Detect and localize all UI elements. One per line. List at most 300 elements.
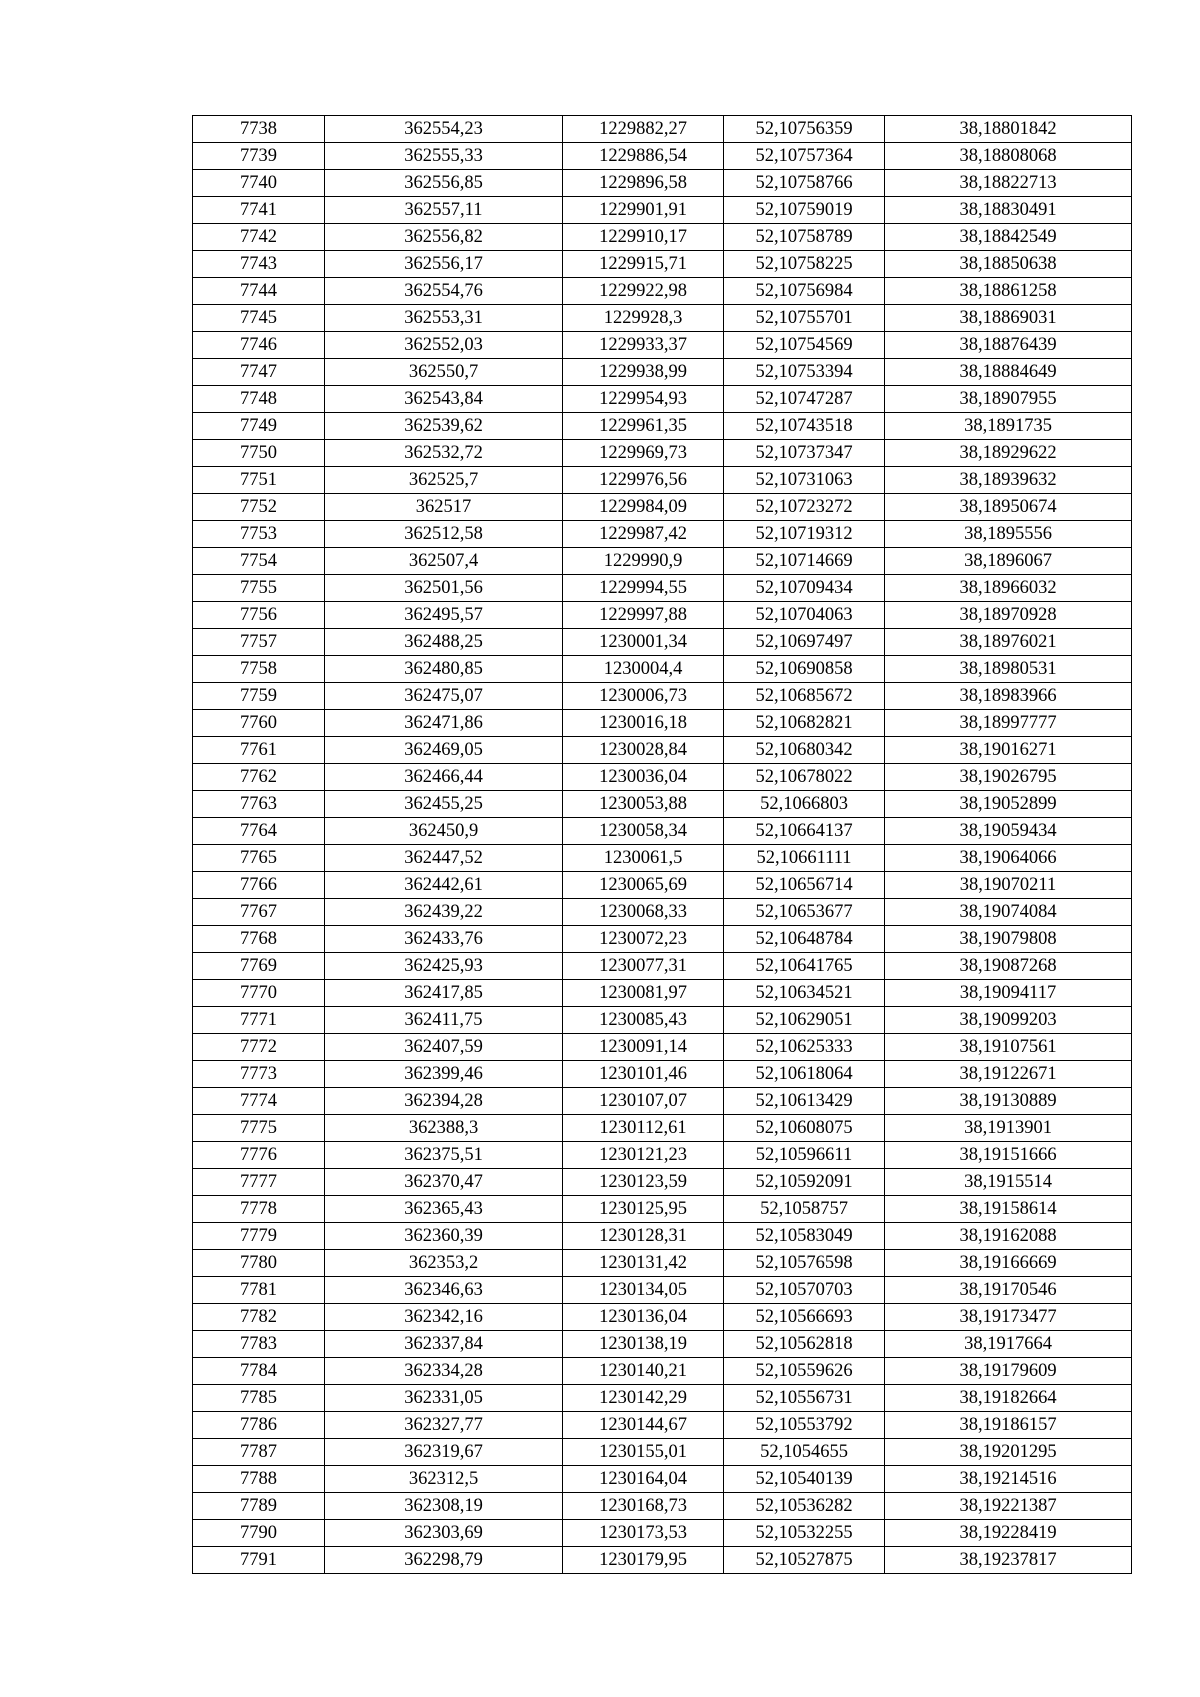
y-coordinate-cell: 1229901,91 xyxy=(563,197,724,224)
table-row xyxy=(193,1439,1132,1466)
latitude-cell: 52,1066803 xyxy=(724,791,885,818)
x-coordinate-cell: 362488,25 xyxy=(325,629,563,656)
table-row xyxy=(193,1196,1132,1223)
longitude-cell: 38,19158614 xyxy=(885,1196,1132,1223)
table-row xyxy=(193,656,1132,683)
x-coordinate-cell: 362480,85 xyxy=(325,656,563,683)
y-coordinate-cell: 1230072,23 xyxy=(563,926,724,953)
longitude-cell: 38,19173477 xyxy=(885,1304,1132,1331)
x-coordinate-cell: 362501,56 xyxy=(325,575,563,602)
table-row xyxy=(193,1088,1132,1115)
table-row xyxy=(193,440,1132,467)
latitude-cell: 52,10576598 xyxy=(724,1250,885,1277)
point-number-cell: 7764 xyxy=(193,818,325,845)
table-row xyxy=(193,926,1132,953)
table-row xyxy=(193,1331,1132,1358)
point-number-cell: 7773 xyxy=(193,1061,325,1088)
longitude-cell: 38,19179609 xyxy=(885,1358,1132,1385)
y-coordinate-cell: 1230081,97 xyxy=(563,980,724,1007)
longitude-cell: 38,18842549 xyxy=(885,224,1132,251)
longitude-cell: 38,19186157 xyxy=(885,1412,1132,1439)
table-row xyxy=(193,305,1132,332)
y-coordinate-cell: 1230125,95 xyxy=(563,1196,724,1223)
latitude-cell: 52,10678022 xyxy=(724,764,885,791)
x-coordinate-cell: 362557,11 xyxy=(325,197,563,224)
point-number-cell: 7746 xyxy=(193,332,325,359)
table-row xyxy=(193,1385,1132,1412)
table-row xyxy=(193,170,1132,197)
longitude-cell: 38,18830491 xyxy=(885,197,1132,224)
latitude-cell: 52,10680342 xyxy=(724,737,885,764)
point-number-cell: 7753 xyxy=(193,521,325,548)
latitude-cell: 52,10596611 xyxy=(724,1142,885,1169)
y-coordinate-cell: 1230134,05 xyxy=(563,1277,724,1304)
longitude-cell: 38,18929622 xyxy=(885,440,1132,467)
x-coordinate-cell: 362298,79 xyxy=(325,1547,563,1574)
table-row xyxy=(193,1250,1132,1277)
latitude-cell: 52,10559626 xyxy=(724,1358,885,1385)
longitude-cell: 38,18997777 xyxy=(885,710,1132,737)
latitude-cell: 52,10556731 xyxy=(724,1385,885,1412)
longitude-cell: 38,19074084 xyxy=(885,899,1132,926)
x-coordinate-cell: 362346,63 xyxy=(325,1277,563,1304)
coordinates-table-body xyxy=(193,116,1132,1574)
y-coordinate-cell: 1229928,3 xyxy=(563,305,724,332)
x-coordinate-cell: 362553,31 xyxy=(325,305,563,332)
longitude-cell: 38,19079808 xyxy=(885,926,1132,953)
latitude-cell: 52,1054655 xyxy=(724,1439,885,1466)
latitude-cell: 52,10540139 xyxy=(724,1466,885,1493)
y-coordinate-cell: 1229922,98 xyxy=(563,278,724,305)
longitude-cell: 38,18970928 xyxy=(885,602,1132,629)
longitude-cell: 38,1896067 xyxy=(885,548,1132,575)
x-coordinate-cell: 362425,93 xyxy=(325,953,563,980)
y-coordinate-cell: 1229990,9 xyxy=(563,548,724,575)
point-number-cell: 7738 xyxy=(193,116,325,143)
longitude-cell: 38,18822713 xyxy=(885,170,1132,197)
longitude-cell: 38,18850638 xyxy=(885,251,1132,278)
point-number-cell: 7779 xyxy=(193,1223,325,1250)
longitude-cell: 38,19170546 xyxy=(885,1277,1132,1304)
latitude-cell: 52,10682821 xyxy=(724,710,885,737)
point-number-cell: 7778 xyxy=(193,1196,325,1223)
point-number-cell: 7762 xyxy=(193,764,325,791)
point-number-cell: 7768 xyxy=(193,926,325,953)
latitude-cell: 52,10756359 xyxy=(724,116,885,143)
table-row xyxy=(193,1007,1132,1034)
table-row xyxy=(193,899,1132,926)
y-coordinate-cell: 1230155,01 xyxy=(563,1439,724,1466)
y-coordinate-cell: 1230001,34 xyxy=(563,629,724,656)
latitude-cell: 52,10648784 xyxy=(724,926,885,953)
x-coordinate-cell: 362555,33 xyxy=(325,143,563,170)
y-coordinate-cell: 1230164,04 xyxy=(563,1466,724,1493)
x-coordinate-cell: 362556,82 xyxy=(325,224,563,251)
table-row xyxy=(193,116,1132,143)
y-coordinate-cell: 1229969,73 xyxy=(563,440,724,467)
longitude-cell: 38,18876439 xyxy=(885,332,1132,359)
x-coordinate-cell: 362539,62 xyxy=(325,413,563,440)
x-coordinate-cell: 362334,28 xyxy=(325,1358,563,1385)
x-coordinate-cell: 362394,28 xyxy=(325,1088,563,1115)
table-row xyxy=(193,1358,1132,1385)
point-number-cell: 7745 xyxy=(193,305,325,332)
latitude-cell: 52,10613429 xyxy=(724,1088,885,1115)
y-coordinate-cell: 1230140,21 xyxy=(563,1358,724,1385)
y-coordinate-cell: 1229987,42 xyxy=(563,521,724,548)
x-coordinate-cell: 362442,61 xyxy=(325,872,563,899)
y-coordinate-cell: 1229938,99 xyxy=(563,359,724,386)
table-row xyxy=(193,737,1132,764)
table-row xyxy=(193,521,1132,548)
y-coordinate-cell: 1229896,58 xyxy=(563,170,724,197)
latitude-cell: 52,10756984 xyxy=(724,278,885,305)
y-coordinate-cell: 1230091,14 xyxy=(563,1034,724,1061)
table-row xyxy=(193,1142,1132,1169)
table-row xyxy=(193,629,1132,656)
point-number-cell: 7752 xyxy=(193,494,325,521)
y-coordinate-cell: 1230028,84 xyxy=(563,737,724,764)
latitude-cell: 52,10753394 xyxy=(724,359,885,386)
latitude-cell: 52,10759019 xyxy=(724,197,885,224)
y-coordinate-cell: 1230101,46 xyxy=(563,1061,724,1088)
y-coordinate-cell: 1230061,5 xyxy=(563,845,724,872)
longitude-cell: 38,18939632 xyxy=(885,467,1132,494)
y-coordinate-cell: 1230058,34 xyxy=(563,818,724,845)
latitude-cell: 52,10661111 xyxy=(724,845,885,872)
latitude-cell: 52,10731063 xyxy=(724,467,885,494)
table-row xyxy=(193,1547,1132,1574)
latitude-cell: 52,10758789 xyxy=(724,224,885,251)
table-row xyxy=(193,845,1132,872)
y-coordinate-cell: 1230123,59 xyxy=(563,1169,724,1196)
longitude-cell: 38,19107561 xyxy=(885,1034,1132,1061)
point-number-cell: 7750 xyxy=(193,440,325,467)
x-coordinate-cell: 362360,39 xyxy=(325,1223,563,1250)
table-row xyxy=(193,764,1132,791)
latitude-cell: 52,10664137 xyxy=(724,818,885,845)
longitude-cell: 38,19064066 xyxy=(885,845,1132,872)
point-number-cell: 7774 xyxy=(193,1088,325,1115)
latitude-cell: 52,10653677 xyxy=(724,899,885,926)
x-coordinate-cell: 362312,5 xyxy=(325,1466,563,1493)
x-coordinate-cell: 362543,84 xyxy=(325,386,563,413)
x-coordinate-cell: 362554,76 xyxy=(325,278,563,305)
point-number-cell: 7740 xyxy=(193,170,325,197)
y-coordinate-cell: 1230144,67 xyxy=(563,1412,724,1439)
table-row xyxy=(193,1466,1132,1493)
y-coordinate-cell: 1230121,23 xyxy=(563,1142,724,1169)
x-coordinate-cell: 362550,7 xyxy=(325,359,563,386)
y-coordinate-cell: 1229954,93 xyxy=(563,386,724,413)
point-number-cell: 7755 xyxy=(193,575,325,602)
x-coordinate-cell: 362517 xyxy=(325,494,563,521)
x-coordinate-cell: 362353,2 xyxy=(325,1250,563,1277)
latitude-cell: 52,10704063 xyxy=(724,602,885,629)
x-coordinate-cell: 362495,57 xyxy=(325,602,563,629)
latitude-cell: 52,10625333 xyxy=(724,1034,885,1061)
table-row xyxy=(193,818,1132,845)
latitude-cell: 52,10634521 xyxy=(724,980,885,1007)
y-coordinate-cell: 1229997,88 xyxy=(563,602,724,629)
longitude-cell: 38,18808068 xyxy=(885,143,1132,170)
point-number-cell: 7741 xyxy=(193,197,325,224)
latitude-cell: 52,10527875 xyxy=(724,1547,885,1574)
latitude-cell: 52,10690858 xyxy=(724,656,885,683)
point-number-cell: 7783 xyxy=(193,1331,325,1358)
point-number-cell: 7751 xyxy=(193,467,325,494)
table-row xyxy=(193,251,1132,278)
longitude-cell: 38,19237817 xyxy=(885,1547,1132,1574)
x-coordinate-cell: 362450,9 xyxy=(325,818,563,845)
longitude-cell: 38,19151666 xyxy=(885,1142,1132,1169)
longitude-cell: 38,19026795 xyxy=(885,764,1132,791)
point-number-cell: 7749 xyxy=(193,413,325,440)
latitude-cell: 52,10618064 xyxy=(724,1061,885,1088)
y-coordinate-cell: 1230065,69 xyxy=(563,872,724,899)
latitude-cell: 52,10714669 xyxy=(724,548,885,575)
coordinates-table xyxy=(192,115,1132,1574)
longitude-cell: 38,1915514 xyxy=(885,1169,1132,1196)
latitude-cell: 52,10723272 xyxy=(724,494,885,521)
longitude-cell: 38,19221387 xyxy=(885,1493,1132,1520)
table-row xyxy=(193,575,1132,602)
table-row xyxy=(193,1223,1132,1250)
point-number-cell: 7772 xyxy=(193,1034,325,1061)
longitude-cell: 38,19099203 xyxy=(885,1007,1132,1034)
latitude-cell: 52,10592091 xyxy=(724,1169,885,1196)
longitude-cell: 38,1917664 xyxy=(885,1331,1132,1358)
longitude-cell: 38,19201295 xyxy=(885,1439,1132,1466)
longitude-cell: 38,1895556 xyxy=(885,521,1132,548)
x-coordinate-cell: 362370,47 xyxy=(325,1169,563,1196)
longitude-cell: 38,18907955 xyxy=(885,386,1132,413)
latitude-cell: 52,10656714 xyxy=(724,872,885,899)
point-number-cell: 7771 xyxy=(193,1007,325,1034)
point-number-cell: 7756 xyxy=(193,602,325,629)
latitude-cell: 52,10641765 xyxy=(724,953,885,980)
y-coordinate-cell: 1230173,53 xyxy=(563,1520,724,1547)
point-number-cell: 7776 xyxy=(193,1142,325,1169)
longitude-cell: 38,19166669 xyxy=(885,1250,1132,1277)
x-coordinate-cell: 362407,59 xyxy=(325,1034,563,1061)
point-number-cell: 7766 xyxy=(193,872,325,899)
y-coordinate-cell: 1230068,33 xyxy=(563,899,724,926)
y-coordinate-cell: 1229933,37 xyxy=(563,332,724,359)
longitude-cell: 38,19070211 xyxy=(885,872,1132,899)
y-coordinate-cell: 1229882,27 xyxy=(563,116,724,143)
latitude-cell: 52,10755701 xyxy=(724,305,885,332)
table-row xyxy=(193,143,1132,170)
table-row xyxy=(193,1520,1132,1547)
point-number-cell: 7788 xyxy=(193,1466,325,1493)
latitude-cell: 52,10697497 xyxy=(724,629,885,656)
x-coordinate-cell: 362337,84 xyxy=(325,1331,563,1358)
point-number-cell: 7747 xyxy=(193,359,325,386)
latitude-cell: 52,10562818 xyxy=(724,1331,885,1358)
x-coordinate-cell: 362554,23 xyxy=(325,116,563,143)
x-coordinate-cell: 362365,43 xyxy=(325,1196,563,1223)
x-coordinate-cell: 362471,86 xyxy=(325,710,563,737)
table-row xyxy=(193,1061,1132,1088)
table-row xyxy=(193,386,1132,413)
latitude-cell: 52,10719312 xyxy=(724,521,885,548)
y-coordinate-cell: 1229910,17 xyxy=(563,224,724,251)
table-row xyxy=(193,1304,1132,1331)
point-number-cell: 7757 xyxy=(193,629,325,656)
x-coordinate-cell: 362525,7 xyxy=(325,467,563,494)
table-row xyxy=(193,1169,1132,1196)
x-coordinate-cell: 362308,19 xyxy=(325,1493,563,1520)
x-coordinate-cell: 362532,72 xyxy=(325,440,563,467)
y-coordinate-cell: 1230053,88 xyxy=(563,791,724,818)
point-number-cell: 7789 xyxy=(193,1493,325,1520)
point-number-cell: 7742 xyxy=(193,224,325,251)
latitude-cell: 52,10570703 xyxy=(724,1277,885,1304)
x-coordinate-cell: 362455,25 xyxy=(325,791,563,818)
table-row xyxy=(193,494,1132,521)
point-number-cell: 7770 xyxy=(193,980,325,1007)
table-row xyxy=(193,413,1132,440)
y-coordinate-cell: 1229984,09 xyxy=(563,494,724,521)
longitude-cell: 38,19052899 xyxy=(885,791,1132,818)
x-coordinate-cell: 362447,52 xyxy=(325,845,563,872)
x-coordinate-cell: 362303,69 xyxy=(325,1520,563,1547)
x-coordinate-cell: 362327,77 xyxy=(325,1412,563,1439)
latitude-cell: 52,10743518 xyxy=(724,413,885,440)
latitude-cell: 52,10608075 xyxy=(724,1115,885,1142)
latitude-cell: 52,10629051 xyxy=(724,1007,885,1034)
point-number-cell: 7758 xyxy=(193,656,325,683)
x-coordinate-cell: 362411,75 xyxy=(325,1007,563,1034)
point-number-cell: 7760 xyxy=(193,710,325,737)
y-coordinate-cell: 1230077,31 xyxy=(563,953,724,980)
point-number-cell: 7790 xyxy=(193,1520,325,1547)
table-row xyxy=(193,1412,1132,1439)
latitude-cell: 52,10532255 xyxy=(724,1520,885,1547)
longitude-cell: 38,18884649 xyxy=(885,359,1132,386)
table-row xyxy=(193,1034,1132,1061)
x-coordinate-cell: 362552,03 xyxy=(325,332,563,359)
latitude-cell: 52,10737347 xyxy=(724,440,885,467)
point-number-cell: 7754 xyxy=(193,548,325,575)
y-coordinate-cell: 1230168,73 xyxy=(563,1493,724,1520)
y-coordinate-cell: 1229961,35 xyxy=(563,413,724,440)
table-row xyxy=(193,953,1132,980)
x-coordinate-cell: 362475,07 xyxy=(325,683,563,710)
x-coordinate-cell: 362512,58 xyxy=(325,521,563,548)
point-number-cell: 7780 xyxy=(193,1250,325,1277)
table-row xyxy=(193,1115,1132,1142)
table-row xyxy=(193,602,1132,629)
x-coordinate-cell: 362469,05 xyxy=(325,737,563,764)
latitude-cell: 52,1058757 xyxy=(724,1196,885,1223)
y-coordinate-cell: 1229915,71 xyxy=(563,251,724,278)
y-coordinate-cell: 1230006,73 xyxy=(563,683,724,710)
latitude-cell: 52,10758766 xyxy=(724,170,885,197)
longitude-cell: 38,18869031 xyxy=(885,305,1132,332)
point-number-cell: 7775 xyxy=(193,1115,325,1142)
latitude-cell: 52,10709434 xyxy=(724,575,885,602)
point-number-cell: 7763 xyxy=(193,791,325,818)
point-number-cell: 7761 xyxy=(193,737,325,764)
latitude-cell: 52,10553792 xyxy=(724,1412,885,1439)
x-coordinate-cell: 362388,3 xyxy=(325,1115,563,1142)
latitude-cell: 52,10566693 xyxy=(724,1304,885,1331)
longitude-cell: 38,18950674 xyxy=(885,494,1132,521)
point-number-cell: 7785 xyxy=(193,1385,325,1412)
table-row xyxy=(193,980,1132,1007)
x-coordinate-cell: 362417,85 xyxy=(325,980,563,1007)
y-coordinate-cell: 1230136,04 xyxy=(563,1304,724,1331)
y-coordinate-cell: 1230036,04 xyxy=(563,764,724,791)
table-row xyxy=(193,683,1132,710)
point-number-cell: 7743 xyxy=(193,251,325,278)
point-number-cell: 7759 xyxy=(193,683,325,710)
longitude-cell: 38,19087268 xyxy=(885,953,1132,980)
point-number-cell: 7748 xyxy=(193,386,325,413)
x-coordinate-cell: 362556,85 xyxy=(325,170,563,197)
point-number-cell: 7739 xyxy=(193,143,325,170)
longitude-cell: 38,19214516 xyxy=(885,1466,1132,1493)
table-row xyxy=(193,1493,1132,1520)
longitude-cell: 38,1891735 xyxy=(885,413,1132,440)
x-coordinate-cell: 362342,16 xyxy=(325,1304,563,1331)
latitude-cell: 52,10754569 xyxy=(724,332,885,359)
y-coordinate-cell: 1230112,61 xyxy=(563,1115,724,1142)
y-coordinate-cell: 1230128,31 xyxy=(563,1223,724,1250)
point-number-cell: 7744 xyxy=(193,278,325,305)
longitude-cell: 38,19122671 xyxy=(885,1061,1132,1088)
x-coordinate-cell: 362319,67 xyxy=(325,1439,563,1466)
table-row xyxy=(193,332,1132,359)
latitude-cell: 52,10758225 xyxy=(724,251,885,278)
point-number-cell: 7777 xyxy=(193,1169,325,1196)
longitude-cell: 38,19016271 xyxy=(885,737,1132,764)
y-coordinate-cell: 1229994,55 xyxy=(563,575,724,602)
x-coordinate-cell: 362399,46 xyxy=(325,1061,563,1088)
point-number-cell: 7784 xyxy=(193,1358,325,1385)
latitude-cell: 52,10757364 xyxy=(724,143,885,170)
y-coordinate-cell: 1230138,19 xyxy=(563,1331,724,1358)
y-coordinate-cell: 1230142,29 xyxy=(563,1385,724,1412)
point-number-cell: 7791 xyxy=(193,1547,325,1574)
table-row xyxy=(193,791,1132,818)
point-number-cell: 7782 xyxy=(193,1304,325,1331)
table-row xyxy=(193,224,1132,251)
point-number-cell: 7781 xyxy=(193,1277,325,1304)
table-row xyxy=(193,197,1132,224)
y-coordinate-cell: 1229976,56 xyxy=(563,467,724,494)
x-coordinate-cell: 362433,76 xyxy=(325,926,563,953)
x-coordinate-cell: 362507,4 xyxy=(325,548,563,575)
latitude-cell: 52,10536282 xyxy=(724,1493,885,1520)
x-coordinate-cell: 362375,51 xyxy=(325,1142,563,1169)
table-row xyxy=(193,1277,1132,1304)
point-number-cell: 7787 xyxy=(193,1439,325,1466)
longitude-cell: 38,18980531 xyxy=(885,656,1132,683)
longitude-cell: 38,18861258 xyxy=(885,278,1132,305)
longitude-cell: 38,19094117 xyxy=(885,980,1132,1007)
x-coordinate-cell: 362331,05 xyxy=(325,1385,563,1412)
longitude-cell: 38,18966032 xyxy=(885,575,1132,602)
longitude-cell: 38,18801842 xyxy=(885,116,1132,143)
x-coordinate-cell: 362439,22 xyxy=(325,899,563,926)
longitude-cell: 38,18983966 xyxy=(885,683,1132,710)
longitude-cell: 38,19228419 xyxy=(885,1520,1132,1547)
y-coordinate-cell: 1230016,18 xyxy=(563,710,724,737)
y-coordinate-cell: 1229886,54 xyxy=(563,143,724,170)
